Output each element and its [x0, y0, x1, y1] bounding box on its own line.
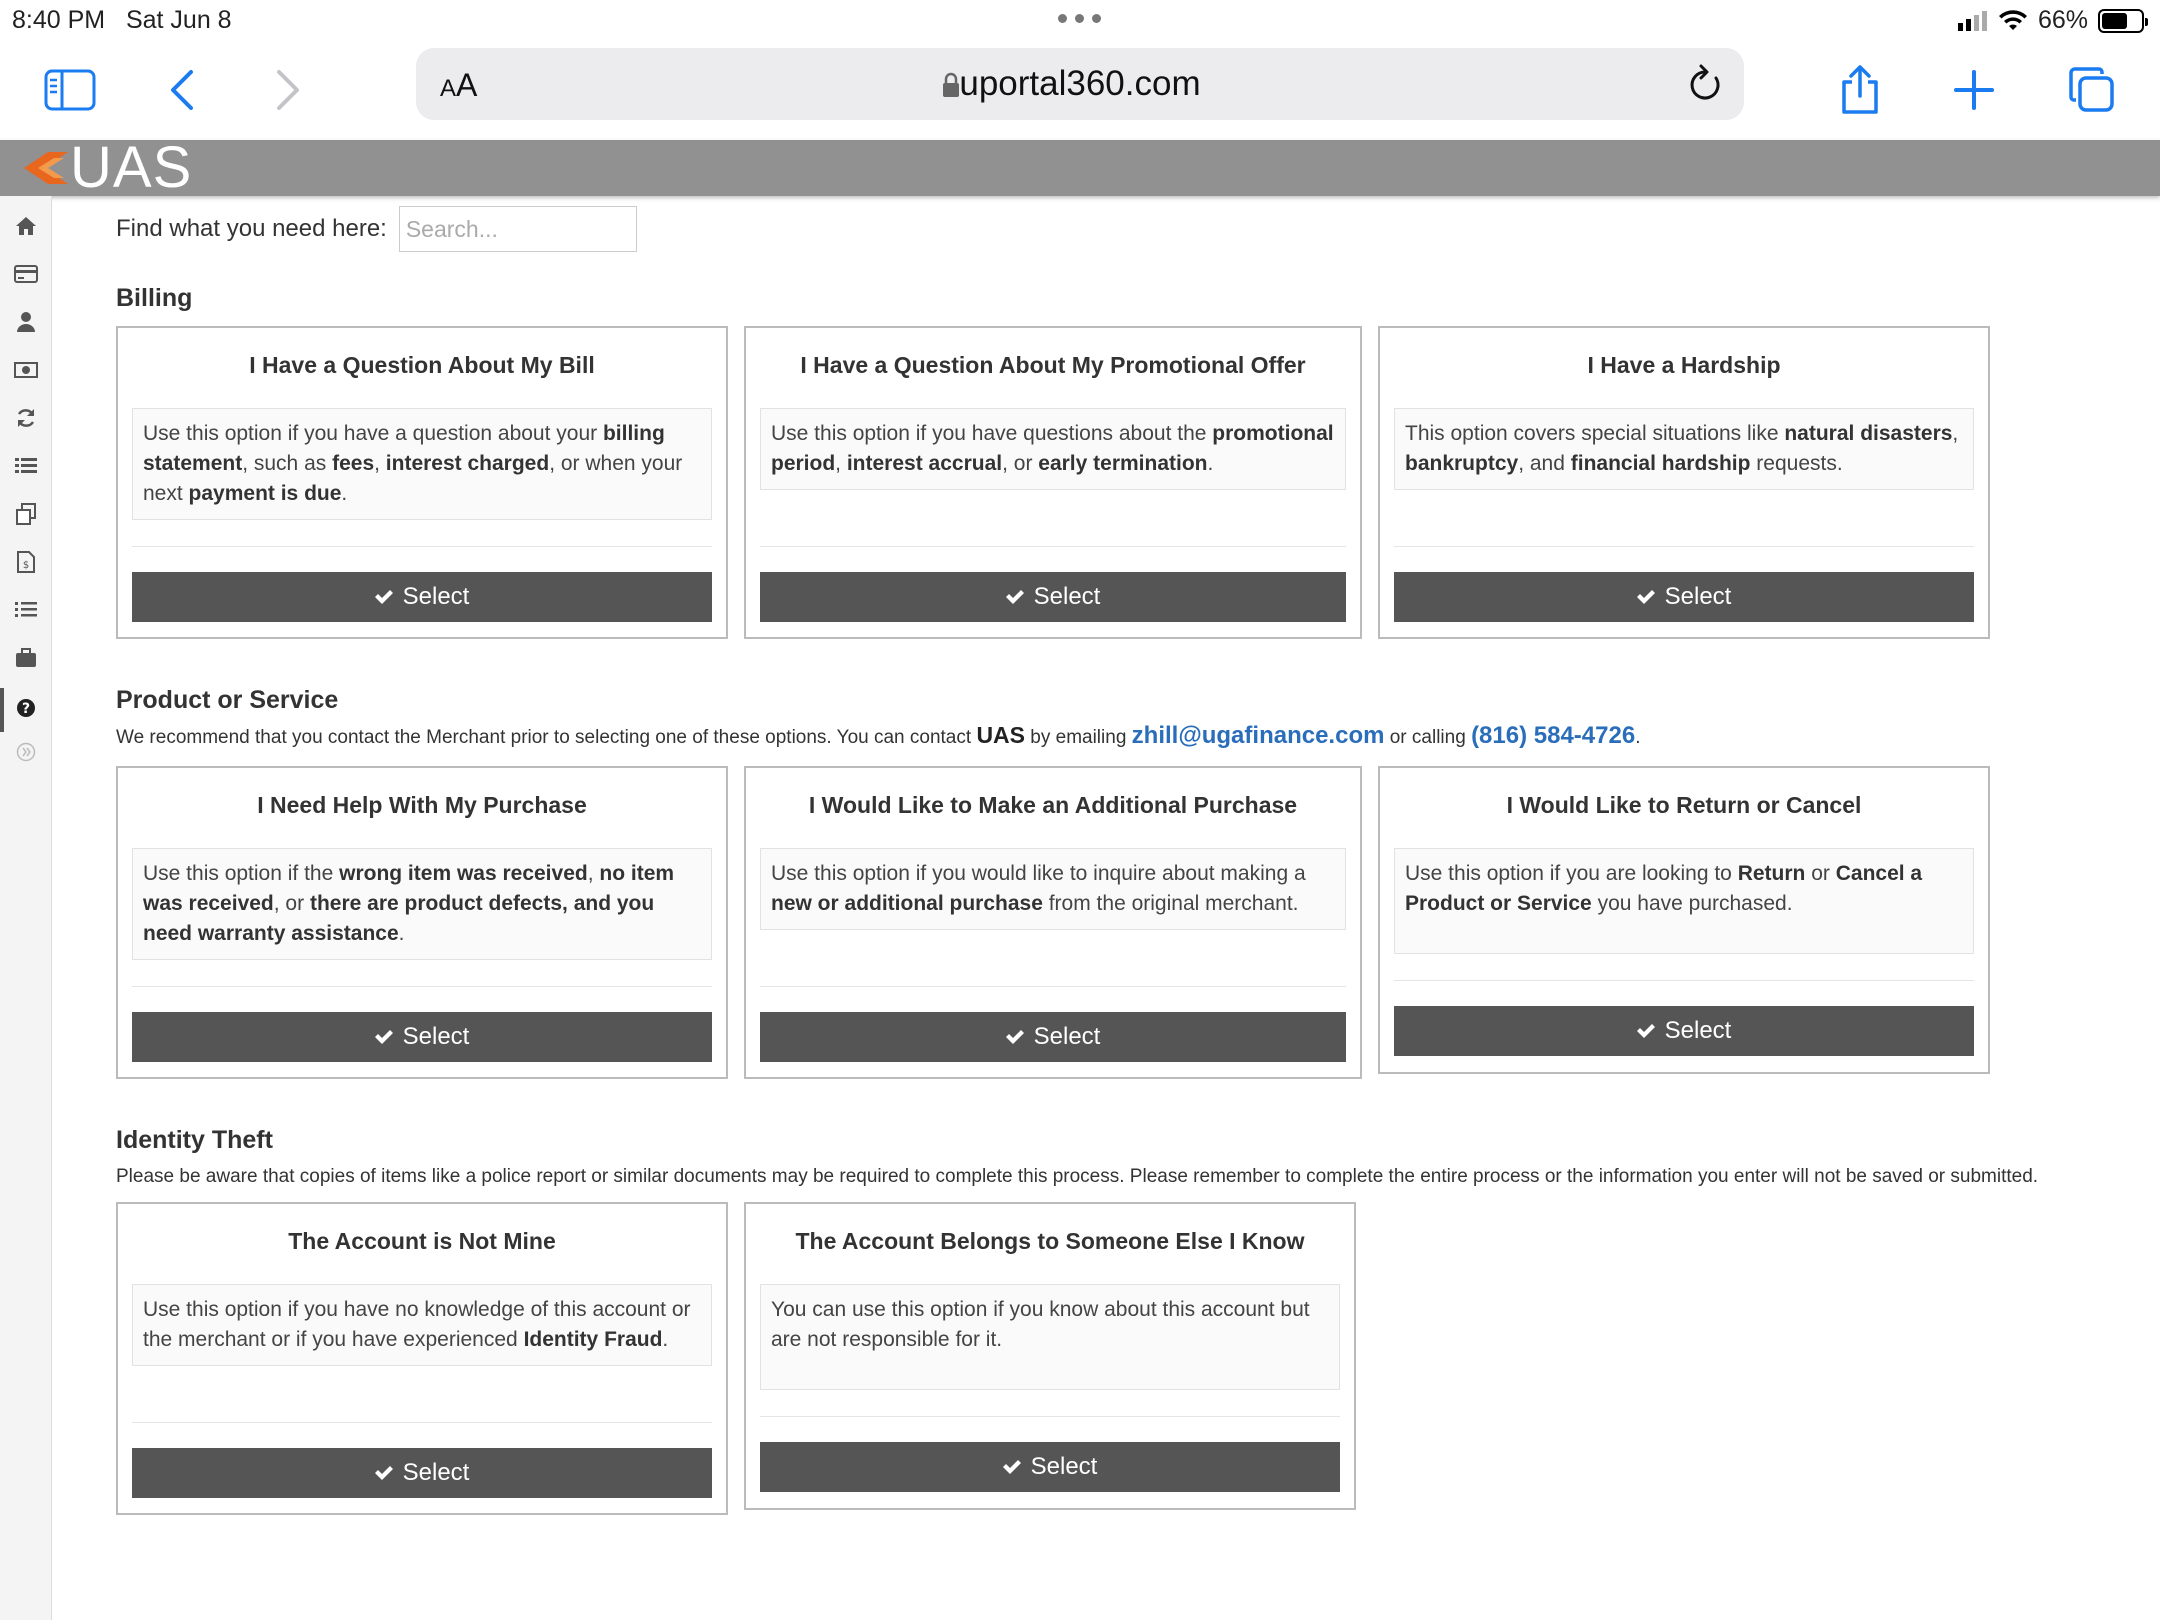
address-bar[interactable] — [416, 48, 1744, 120]
uas-logo[interactable] — [20, 135, 193, 200]
card-return-cancel — [1378, 766, 1990, 1074]
user-icon[interactable] — [0, 302, 52, 342]
money-icon[interactable] — [0, 350, 52, 390]
card-additional-purchase — [744, 766, 1362, 1079]
status-time: 8:40 PM Sat Jun 8 — [12, 6, 232, 34]
logo-text: UAS — [70, 135, 193, 200]
card-title: I Would Like to Return or Cancel — [1506, 792, 1862, 818]
card-description: Use this option if you have no knowledge of this account or the merchant or if you have experienced Identity Fraud. — [132, 1284, 712, 1366]
card-title: I Need Help With My Purchase — [257, 792, 587, 818]
select-button[interactable]: Select — [132, 1012, 712, 1062]
check-icon — [375, 1030, 393, 1044]
card-help-purchase — [116, 766, 728, 1079]
card-title: I Have a Question About My Bill — [249, 352, 595, 378]
status-bar — [0, 0, 2160, 40]
card-divider — [132, 546, 712, 547]
card-divider — [760, 986, 1346, 987]
card-title: I Have a Hardship — [1587, 352, 1781, 378]
card-divider — [1394, 980, 1974, 981]
left-sidebar — [0, 196, 52, 1620]
card-divider — [132, 1422, 712, 1423]
phone-link[interactable]: (816) 584-4726 — [1471, 722, 1636, 749]
site-header — [0, 135, 2160, 200]
credit-card-icon[interactable] — [0, 254, 52, 294]
card-divider — [760, 546, 1346, 547]
email-link[interactable]: zhill@ugafinance.com — [1131, 722, 1385, 749]
sidebar-icon[interactable] — [40, 60, 100, 120]
url-text[interactable]: uportal360.com — [959, 64, 1201, 103]
card-divider — [760, 1416, 1340, 1417]
share-icon[interactable] — [1830, 60, 1890, 120]
card-description: Use this option if you have a question about your billing statement, such as fees, interest charged, or when your next payment is due. — [132, 408, 712, 520]
check-icon — [1637, 1024, 1655, 1038]
cellular-icon — [1958, 11, 1988, 31]
home-icon[interactable] — [0, 206, 52, 246]
card-description: Use this option if you are looking to Return or Cancel a Product or Service you have purchased. — [1394, 848, 1974, 954]
copy-icon[interactable] — [0, 494, 52, 534]
check-icon — [1003, 1460, 1021, 1474]
search-input[interactable] — [399, 206, 637, 252]
card-account-not-mine — [116, 1202, 728, 1515]
logo-mark-icon — [20, 148, 76, 188]
select-button[interactable]: Select — [760, 1442, 1340, 1492]
check-icon — [1006, 1030, 1024, 1044]
wifi-icon — [1998, 10, 2028, 32]
card-description: Use this option if you would like to inquire about making a new or additional purchase from the original merchant. — [760, 848, 1346, 930]
check-icon — [375, 590, 393, 604]
forward-icon[interactable] — [258, 60, 318, 120]
card-divider — [1394, 546, 1974, 547]
refresh-icon[interactable] — [0, 398, 52, 438]
section-description-identity: Please be aware that copies of items like a police report or similar documents may be required to complete this process. Please remember to complete the entire process or the information you enter will not be saved or submitted. — [116, 1166, 2039, 1187]
card-question-bill — [116, 326, 728, 639]
reload-icon[interactable] — [1686, 64, 1724, 104]
select-button[interactable]: Select — [760, 1012, 1346, 1062]
search-row — [116, 206, 637, 252]
section-title-identity: Identity Theft — [116, 1126, 273, 1154]
search-label: Find what you need here: — [116, 215, 387, 242]
check-icon — [375, 1466, 393, 1480]
battery-icon — [2098, 9, 2144, 33]
svg-text:?: ? — [21, 701, 31, 717]
list-icon[interactable] — [0, 446, 52, 486]
card-description: Use this option if the wrong item was received, no item was received, or there are product defects, and you need warranty assistance. — [132, 848, 712, 960]
section-description-product: We recommend that you contact the Merchant prior to selecting one of these options. You can contact UAS by emailing zhill@ugafinance.com or calling (816) 584-4726. — [116, 722, 1641, 749]
battery-percent: 66% — [2037, 6, 2088, 34]
select-button[interactable]: Select — [1394, 1006, 1974, 1056]
card-title: I Have a Question About My Promotional Offer — [800, 352, 1306, 378]
card-question-promo — [744, 326, 1362, 639]
tabs-icon[interactable] — [2062, 60, 2122, 120]
check-icon — [1637, 590, 1655, 604]
card-divider — [132, 986, 712, 987]
multitasking-dots[interactable] — [1058, 14, 1101, 23]
section-title-billing: Billing — [116, 284, 193, 312]
select-button[interactable]: Select — [132, 572, 712, 622]
select-button[interactable]: Select — [760, 572, 1346, 622]
document-icon[interactable] — [0, 542, 52, 582]
new-tab-icon[interactable] — [1944, 60, 2004, 120]
card-account-someone-else — [744, 1202, 1356, 1510]
card-hardship — [1378, 326, 1990, 639]
ordered-list-icon[interactable] — [0, 590, 52, 630]
card-title: I Would Like to Make an Additional Purchase — [808, 792, 1298, 818]
check-icon — [1006, 590, 1024, 604]
section-title-product: Product or Service — [116, 686, 339, 714]
svg-text:$: $ — [22, 560, 30, 571]
card-description: This option covers special situations like natural disasters, bankruptcy, and financial hardship requests. — [1394, 408, 1974, 490]
back-icon[interactable] — [152, 60, 212, 120]
expand-icon[interactable] — [0, 732, 52, 772]
card-description: You can use this option if you know about this account but are not responsible for it. — [760, 1284, 1340, 1390]
briefcase-icon[interactable] — [0, 638, 52, 678]
status-date: Sat Jun 8 — [125, 6, 232, 34]
select-button[interactable]: Select — [132, 1448, 712, 1498]
card-title: The Account Belongs to Someone Else I Know — [795, 1228, 1305, 1254]
text-size-button[interactable]: AA — [440, 67, 478, 103]
card-title: The Account is Not Mine — [288, 1228, 556, 1254]
card-description: Use this option if you have questions about the promotional period, interest accrual, or early termination. — [760, 408, 1346, 490]
help-icon[interactable] — [0, 688, 52, 728]
select-button[interactable]: Select — [1394, 572, 1974, 622]
